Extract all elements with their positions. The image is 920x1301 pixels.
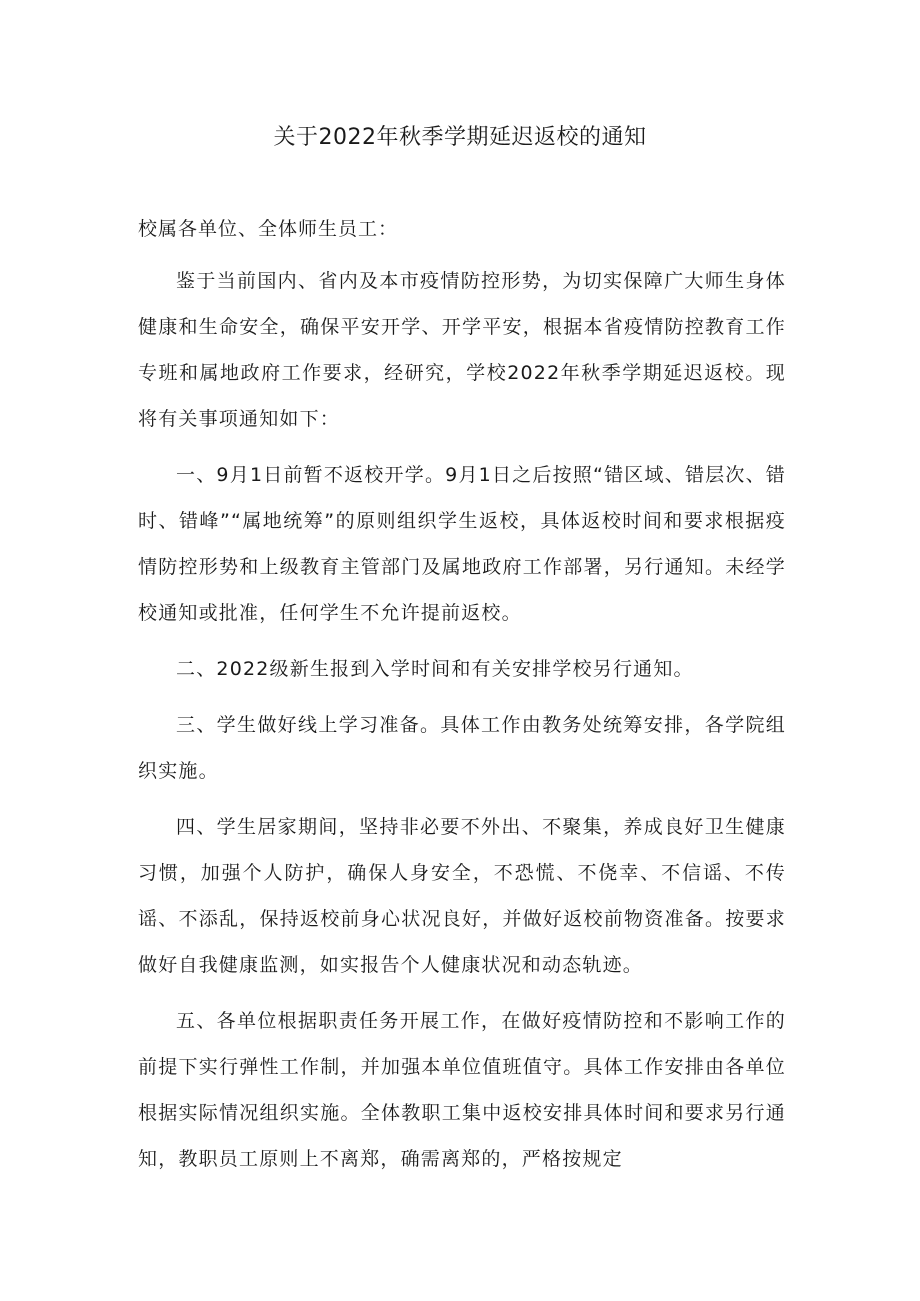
document-body bbox=[138, 210, 786, 1182]
paragraph-item-2: 二、2022级新生报到入学时间和有关安排学校另行通知。 bbox=[176, 658, 694, 680]
paragraph-item-5: 五、各单位根据职责任务开展工作，在做好疫情防控和不影响工作的前提下实行弹性工作制，并加强本单位值班值守。具体工作安排由各单位根据实际情况组织实施。全体教职工集中返校安排具体时间和要求另行通知，教职员工原则上不离郑，确需离郑的，严格按规定 bbox=[138, 1010, 786, 1170]
paragraph-item-1: 一、9月1日前暂不返校开学。9月1日之后按照“错区域、错层次、错时、错峰”“属地统筹”的原则组织学生返校，具体返校时间和要求根据疫情防控形势和上级教育主管部门及属地政府工作部署，另行通知。未经学校通知或批准，任何学生不允许提前返校。 bbox=[138, 464, 786, 624]
paragraph-item-4: 四、学生居家期间，坚持非必要不外出、不聚集，养成良好卫生健康习惯，加强个人防护，确保人身安全，不恐慌、不侥幸、不信谣、不传谣、不添乱，保持返校前身心状况良好，并做好返校前物资准备。按要求做好自我健康监测，如实报告个人健康状况和动态轨迹。 bbox=[138, 816, 786, 976]
document-title: 关于2022年秋季学期延迟返校的通知 bbox=[273, 125, 647, 150]
paragraph-item-3: 三、学生做好线上学习准备。具体工作由教务处统筹安排，各学院组织实施。 bbox=[138, 714, 786, 782]
paragraph-intro: 鉴于当前国内、省内及本市疫情防控形势，为切实保障广大师生身体健康和生命安全，确保平安开学、开学平安，根据本省疫情防控教育工作专班和属地政府工作要求，经研究，学校2022年秋季学期延迟返校。现将有关事项通知如下： bbox=[138, 270, 786, 430]
salutation: 校属各单位、全体师生员工： bbox=[138, 218, 399, 240]
